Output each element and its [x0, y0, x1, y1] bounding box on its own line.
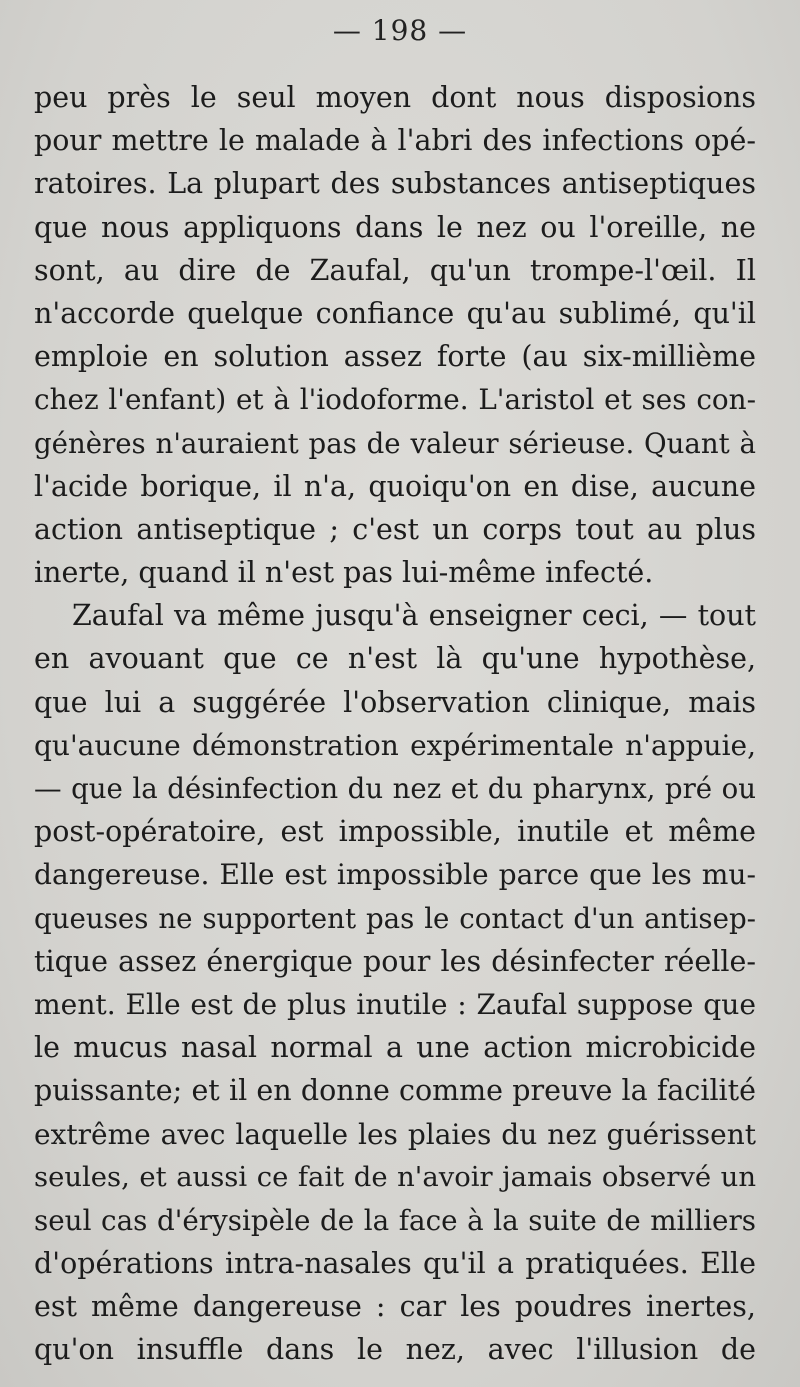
body-text: [34, 76, 756, 1372]
text-line: action antiseptique ; c'est un corps tout au plus: [34, 512, 756, 546]
text-line: qu'aucune démonstration expérimentale n'appuie,: [34, 728, 756, 762]
text-line: est même dangereuse : car les poudres inertes,: [34, 1290, 756, 1324]
text-line: le mucus nasal normal a une action microbicide: [34, 1031, 756, 1065]
text-line: dangereuse. Elle est impossible parce que les mu-: [34, 858, 756, 892]
text-line: tique assez énergique pour les désinfecter réelle-: [34, 944, 756, 978]
text-line: chez l'enfant) et à l'iodoforme. L'aristol et ses con-: [34, 383, 756, 417]
text-line: que lui a suggérée l'observation clinique, mais: [34, 685, 756, 719]
text-line: — que la désinfection du nez et du pharynx, pré ou: [34, 772, 756, 805]
text-line: Zaufal va même jusqu'à enseigner ceci, — tout: [72, 599, 756, 633]
text-line: l'acide borique, il n'a, quoiqu'on en dise, aucune: [34, 469, 756, 503]
text-line: inerte, quand il n'est pas lui-même infecté.: [34, 556, 654, 590]
text-line: qu'on insuffle dans le nez, avec l'illusion de: [34, 1333, 756, 1367]
text-line: seul cas d'érysipèle de la face à la suite de milliers: [34, 1203, 756, 1237]
text-line: que nous appliquons dans le nez ou l'oreille, ne: [34, 210, 756, 244]
text-line: post-opératoire, est impossible, inutile et même: [34, 815, 756, 849]
text-line: génères n'auraient pas de valeur sérieuse. Quant à: [34, 426, 756, 460]
text-line: ratoires. La plupart des substances antiseptiques: [34, 167, 756, 201]
text-line: sont, au dire de Zaufal, qu'un trompe-l'œil. Il: [34, 253, 756, 287]
text-line: pour mettre le malade à l'abri des infections opé-: [34, 124, 756, 158]
text-line: peu près le seul moyen dont nous disposions: [34, 81, 756, 114]
text-line: n'accorde quelque confiance qu'au sublimé, qu'il: [34, 296, 756, 330]
page-number: — 198 —: [332, 14, 468, 47]
text-line: ment. Elle est de plus inutile : Zaufal suppose que: [34, 987, 756, 1021]
text-line: queuses ne supportent pas le contact d'un antisep-: [34, 901, 756, 935]
text-line: en avouant que ce n'est là qu'une hypothèse,: [34, 642, 756, 676]
text-line: seules, et aussi ce fait de n'avoir jamais observé un: [34, 1161, 756, 1193]
text-line: puissante; et il en donne comme preuve la facilité: [34, 1074, 756, 1108]
text-line: d'opérations intra-nasales qu'il a pratiquées. Elle: [34, 1247, 756, 1281]
text-line: emploie en solution assez forte (au six-millième: [34, 340, 756, 374]
text-line: extrême avec laquelle les plaies du nez guérissent: [34, 1117, 756, 1151]
